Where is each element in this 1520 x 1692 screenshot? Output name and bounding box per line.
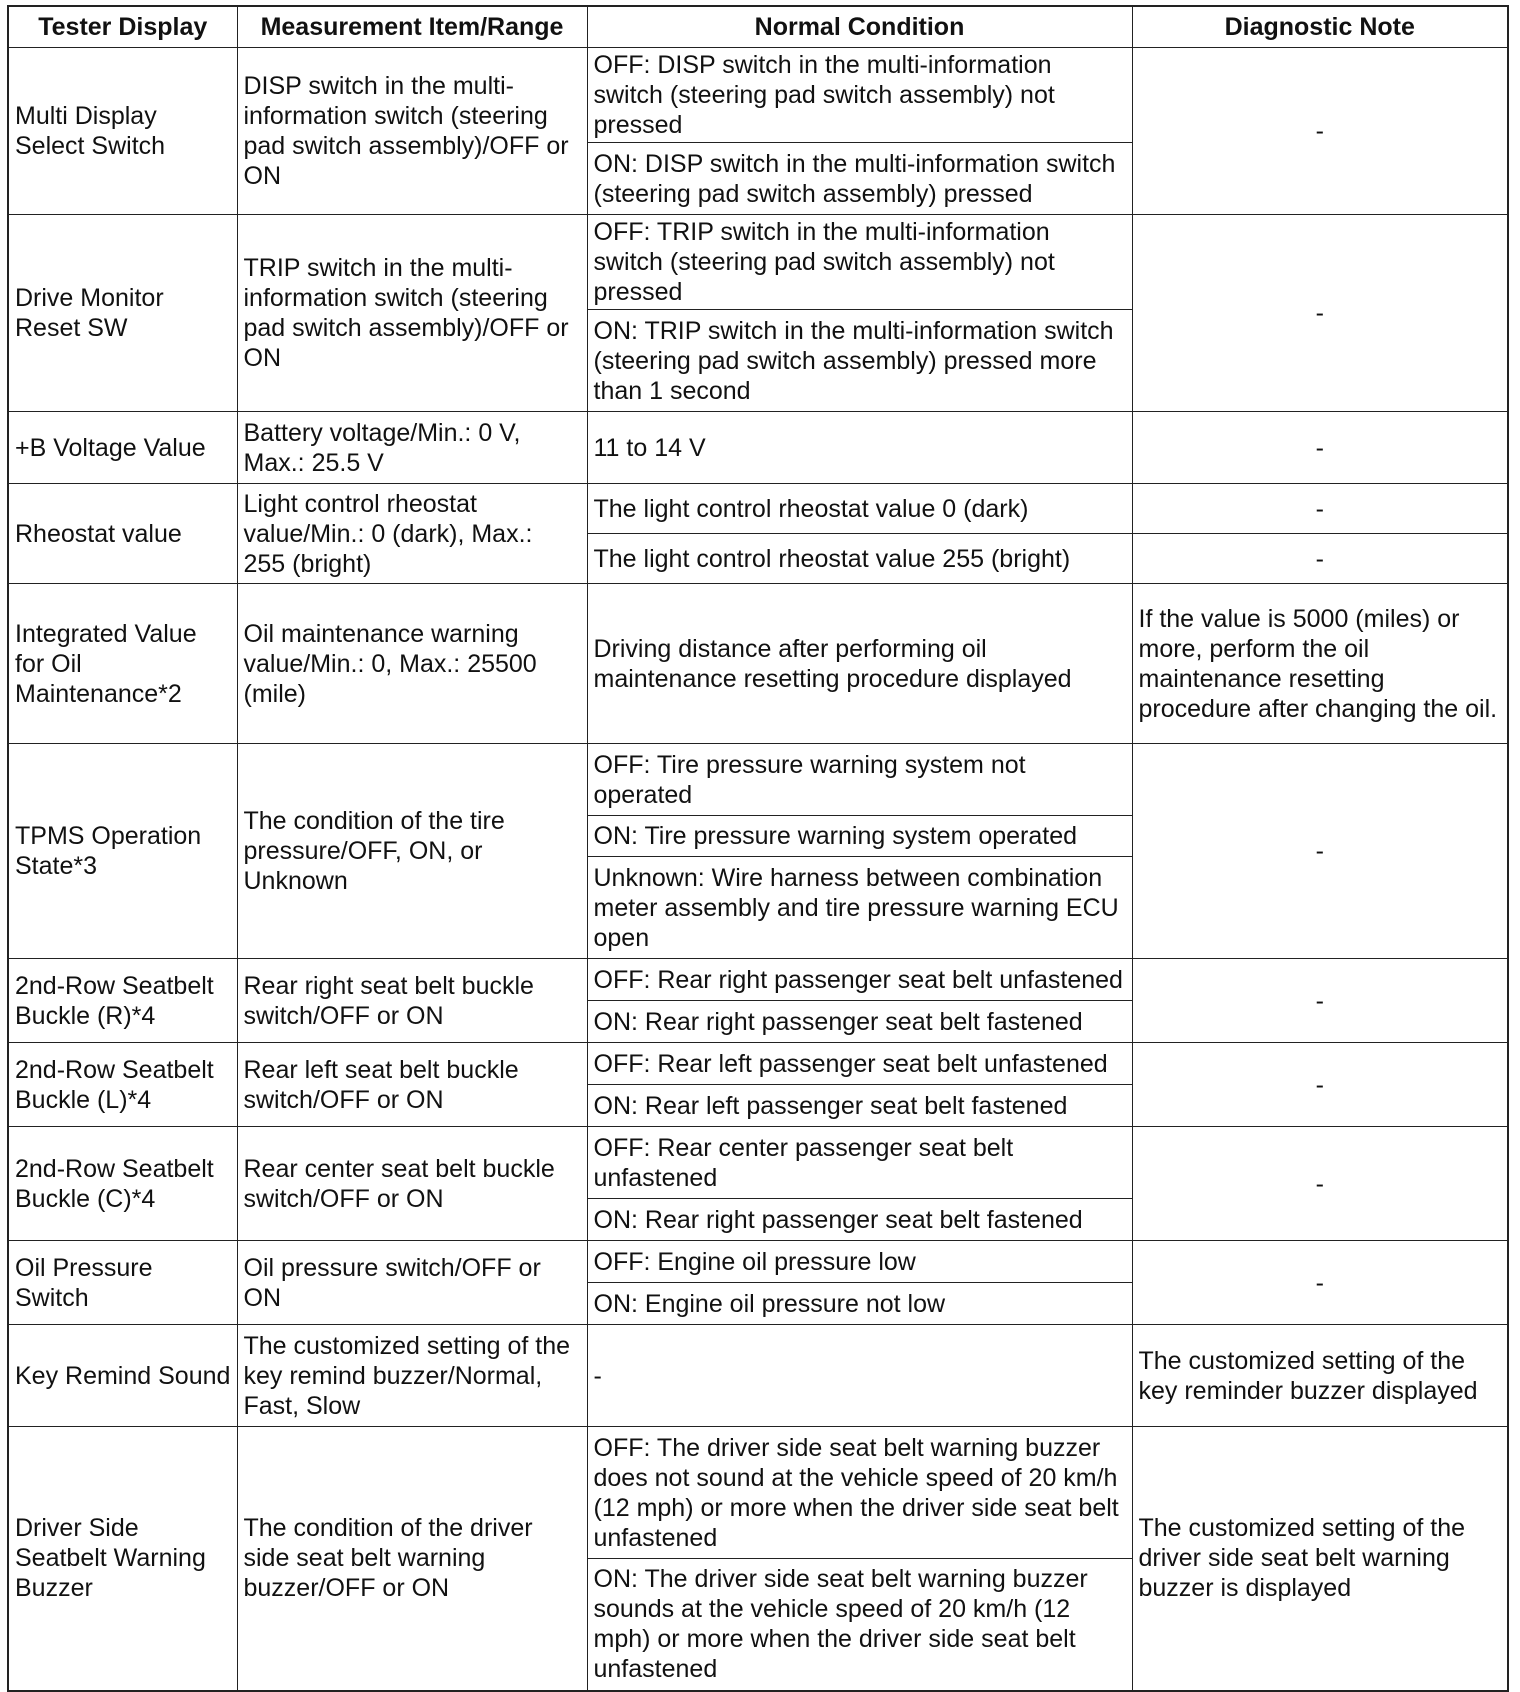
measurement-range-cell: The condition of the driver side seat belt warning buzzer/OFF or ON [237,1427,587,1691]
table-row [8,215,1508,310]
diagnostic-note-cell: - [1132,744,1508,959]
normal-condition-cell: OFF: Tire pressure warning system not operated [587,744,1132,816]
header-diagnostic-note: Diagnostic Note [1132,6,1508,48]
normal-condition-cell: OFF: DISP switch in the multi-information switch (steering pad switch assembly) not pressed [587,48,1132,143]
tester-display-cell: Integrated Value for Oil Maintenance*2 [8,584,237,744]
table-row [8,959,1508,1001]
diagnostic-note-cell: - [1132,1043,1508,1127]
diagnostic-note-cell: The customized setting of the key reminder buzzer displayed [1132,1325,1508,1427]
header-normal-condition: Normal Condition [587,6,1132,48]
table-row [8,48,1508,143]
tester-display-cell: 2nd-Row Seatbelt Buckle (C)*4 [8,1127,237,1241]
table-row [8,1325,1508,1427]
normal-condition-cell: - [587,1325,1132,1427]
diagnostic-note-cell: - [1132,412,1508,484]
measurement-range-cell: The condition of the tire pressure/OFF, ON, or Unknown [237,744,587,959]
table-row [8,744,1508,816]
table-row [8,584,1508,744]
normal-condition-cell: OFF: The driver side seat belt warning buzzer does not sound at the vehicle speed of 20 km/h (12 mph) or more when the driver side seat belt unfastened [587,1427,1132,1559]
tester-display-cell: Rheostat value [8,484,237,584]
tester-display-cell: Driver Side Seatbelt Warning Buzzer [8,1427,237,1691]
diagnostic-note-cell: If the value is 5000 (miles) or more, perform the oil maintenance resetting procedure after changing the oil. [1132,584,1508,744]
normal-condition-cell: 11 to 14 V [587,412,1132,484]
normal-condition-cell: ON: DISP switch in the multi-information switch (steering pad switch assembly) pressed [587,143,1132,215]
normal-condition-cell: Driving distance after performing oil maintenance resetting procedure displayed [587,584,1132,744]
diagnostic-note-cell: - [1132,215,1508,412]
measurement-range-cell: Rear left seat belt buckle switch/OFF or ON [237,1043,587,1127]
measurement-range-cell: The customized setting of the key remind buzzer/Normal, Fast, Slow [237,1325,587,1427]
measurement-range-cell: Oil pressure switch/OFF or ON [237,1241,587,1325]
measurement-range-cell: DISP switch in the multi-information switch (steering pad switch assembly)/OFF or ON [237,48,587,215]
normal-condition-cell: OFF: Engine oil pressure low [587,1241,1132,1283]
table-row [8,484,1508,534]
measurement-range-cell: Battery voltage/Min.: 0 V, Max.: 25.5 V [237,412,587,484]
normal-condition-cell: ON: Tire pressure warning system operated [587,816,1132,857]
normal-condition-cell: Unknown: Wire harness between combination meter assembly and tire pressure warning ECU open [587,857,1132,959]
measurement-range-cell: Light control rheostat value/Min.: 0 (dark), Max.: 255 (bright) [237,484,587,584]
tester-display-cell: +B Voltage Value [8,412,237,484]
tester-display-cell: Multi Display Select Switch [8,48,237,215]
table-row [8,1241,1508,1283]
normal-condition-cell: OFF: Rear right passenger seat belt unfastened [587,959,1132,1001]
diagnostic-note-cell: - [1132,1241,1508,1325]
normal-condition-cell: The light control rheostat value 0 (dark) [587,484,1132,534]
tester-display-cell: Key Remind Sound [8,1325,237,1427]
normal-condition-cell: OFF: Rear left passenger seat belt unfastened [587,1043,1132,1085]
normal-condition-cell: OFF: Rear center passenger seat belt unfastened [587,1127,1132,1199]
table-row [8,1127,1508,1199]
table-row [8,1043,1508,1085]
diagnostic-note-cell: - [1132,1127,1508,1241]
header-tester-display: Tester Display [8,6,237,48]
normal-condition-cell: ON: Engine oil pressure not low [587,1283,1132,1325]
header-row [8,6,1508,48]
normal-condition-cell: ON: Rear right passenger seat belt fastened [587,1199,1132,1241]
diagnostic-note-cell: - [1132,48,1508,215]
diagnostic-note-cell: - [1132,534,1508,584]
diagnostic-note-cell: - [1132,959,1508,1043]
measurement-range-cell: Oil maintenance warning value/Min.: 0, Max.: 25500 (mile) [237,584,587,744]
measurement-range-cell: Rear center seat belt buckle switch/OFF or ON [237,1127,587,1241]
normal-condition-cell: ON: Rear right passenger seat belt fastened [587,1001,1132,1043]
measurement-range-cell: Rear right seat belt buckle switch/OFF or ON [237,959,587,1043]
table-row [8,1427,1508,1559]
header-measurement-item: Measurement Item/Range [237,6,587,48]
tester-display-cell: 2nd-Row Seatbelt Buckle (L)*4 [8,1043,237,1127]
data-list-table [7,5,1509,1692]
diagnostic-note-cell: - [1132,484,1508,534]
tester-display-cell: TPMS Operation State*3 [8,744,237,959]
normal-condition-cell: ON: The driver side seat belt warning buzzer sounds at the vehicle speed of 20 km/h (12 mph) or more when the driver side seat belt unfastened [587,1559,1132,1691]
measurement-range-cell: TRIP switch in the multi-information switch (steering pad switch assembly)/OFF or ON [237,215,587,412]
normal-condition-cell: OFF: TRIP switch in the multi-information switch (steering pad switch assembly) not pressed [587,215,1132,310]
table-row [8,412,1508,484]
tester-display-cell: 2nd-Row Seatbelt Buckle (R)*4 [8,959,237,1043]
tester-display-cell: Drive Monitor Reset SW [8,215,237,412]
normal-condition-cell: The light control rheostat value 255 (bright) [587,534,1132,584]
page [7,5,1509,1692]
normal-condition-cell: ON: Rear left passenger seat belt fastened [587,1085,1132,1127]
diagnostic-note-cell: The customized setting of the driver side seat belt warning buzzer is displayed [1132,1427,1508,1691]
tester-display-cell: Oil Pressure Switch [8,1241,237,1325]
normal-condition-cell: ON: TRIP switch in the multi-information switch (steering pad switch assembly) pressed more than 1 second [587,310,1132,412]
